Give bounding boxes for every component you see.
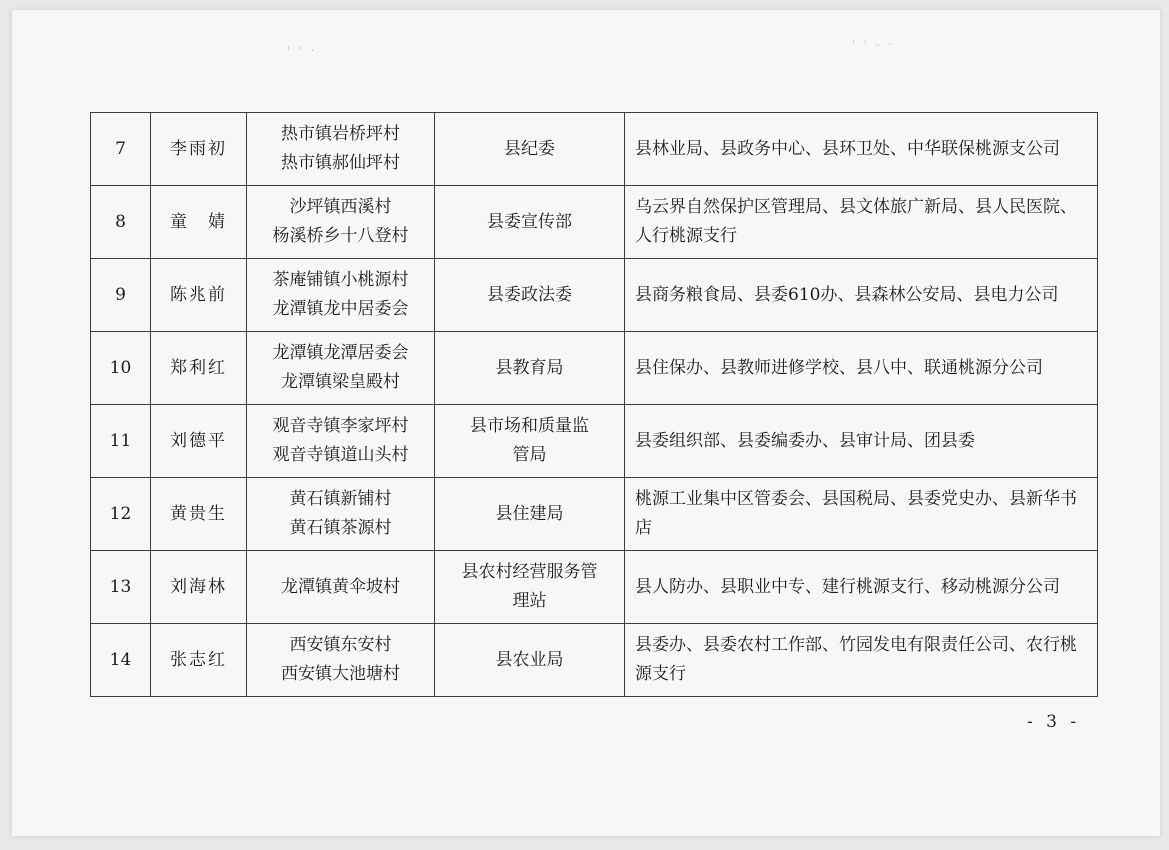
village-name: 西安镇东安村 <box>289 635 392 655</box>
table-row <box>91 186 1098 259</box>
village-name: 龙潭镇梁皇殿村 <box>281 372 400 392</box>
village-cell <box>247 624 435 697</box>
table-row <box>91 405 1098 478</box>
village-cell <box>247 186 435 259</box>
village-name: 西安镇大池塘村 <box>281 664 400 684</box>
leader-name: 郑利红 <box>151 332 247 405</box>
row-number: 12 <box>91 478 151 551</box>
page-number: - 3 - <box>1027 712 1081 732</box>
village-name: 黄石镇茶源村 <box>289 518 392 538</box>
village-name: 黄石镇新铺村 <box>289 489 392 509</box>
leader-name: 张志红 <box>151 624 247 697</box>
support-units: 县委组织部、县委编委办、县审计局、团县委 <box>625 405 1098 478</box>
support-units: 县住保办、县教师进修学校、县八中、联通桃源分公司 <box>625 332 1098 405</box>
village-name: 龙潭镇龙潭居委会 <box>272 343 409 363</box>
table-row <box>91 259 1098 332</box>
village-cell <box>247 405 435 478</box>
row-number: 9 <box>91 259 151 332</box>
village-name: 龙潭镇黄伞坡村 <box>281 576 400 597</box>
leader-name: 黄贵生 <box>151 478 247 551</box>
row-number: 14 <box>91 624 151 697</box>
village-name: 热市镇郝仙坪村 <box>281 153 400 173</box>
table-row <box>91 624 1098 697</box>
village-name: 龙潭镇龙中居委会 <box>272 299 409 319</box>
table-row <box>91 113 1098 186</box>
assignment-table <box>90 112 1098 697</box>
village-cell <box>247 551 435 624</box>
lead-unit: 县农业局 <box>435 624 625 697</box>
lead-unit: 县市场和质量监管局 <box>435 405 625 478</box>
table-row <box>91 332 1098 405</box>
village-name: 热市镇岩桥坪村 <box>281 124 400 144</box>
village-name: 茶庵铺镇小桃源村 <box>272 270 409 290</box>
leader-name: 陈兆前 <box>151 259 247 332</box>
lead-unit: 县住建局 <box>435 478 625 551</box>
support-units: 县委办、县委农村工作部、竹园发电有限责任公司、农行桃源支行 <box>625 624 1098 697</box>
village-cell <box>247 113 435 186</box>
lead-unit: 县教育局 <box>435 332 625 405</box>
table-row <box>91 478 1098 551</box>
village-cell <box>247 259 435 332</box>
leader-name: 刘海林 <box>151 551 247 624</box>
lead-unit: 县纪委 <box>435 113 625 186</box>
support-units: 乌云界自然保护区管理局、县文体旅广新局、县人民医院、人行桃源支行 <box>625 186 1098 259</box>
scan-speck: ' ' · <box>287 46 318 57</box>
row-number: 8 <box>91 186 151 259</box>
support-units: 县人防办、县职业中专、建行桃源支行、移动桃源分公司 <box>625 551 1098 624</box>
village-cell <box>247 478 435 551</box>
support-units: 县林业局、县政务中心、县环卫处、中华联保桃源支公司 <box>625 113 1098 186</box>
lead-unit: 县委宣传部 <box>435 186 625 259</box>
leader-name: 李雨初 <box>151 113 247 186</box>
table-row <box>91 551 1098 624</box>
support-units: 县商务粮食局、县委610办、县森林公安局、县电力公司 <box>625 259 1098 332</box>
lead-unit: 县委政法委 <box>435 259 625 332</box>
support-units: 桃源工业集中区管委会、县国税局、县委党史办、县新华书店 <box>625 478 1098 551</box>
village-cell <box>247 332 435 405</box>
leader-name: 童 婧 <box>151 186 247 259</box>
village-name: 沙坪镇西溪村 <box>289 197 392 217</box>
village-name: 观音寺镇李家坪村 <box>272 416 409 436</box>
row-number: 10 <box>91 332 151 405</box>
row-number: 11 <box>91 405 151 478</box>
village-name: 杨溪桥乡十八登村 <box>272 226 409 246</box>
row-number: 7 <box>91 113 151 186</box>
scan-speck: ' ' - · <box>852 40 895 51</box>
leader-name: 刘德平 <box>151 405 247 478</box>
village-name: 观音寺镇道山头村 <box>272 445 409 465</box>
row-number: 13 <box>91 551 151 624</box>
lead-unit: 县农村经营服务管理站 <box>435 551 625 624</box>
